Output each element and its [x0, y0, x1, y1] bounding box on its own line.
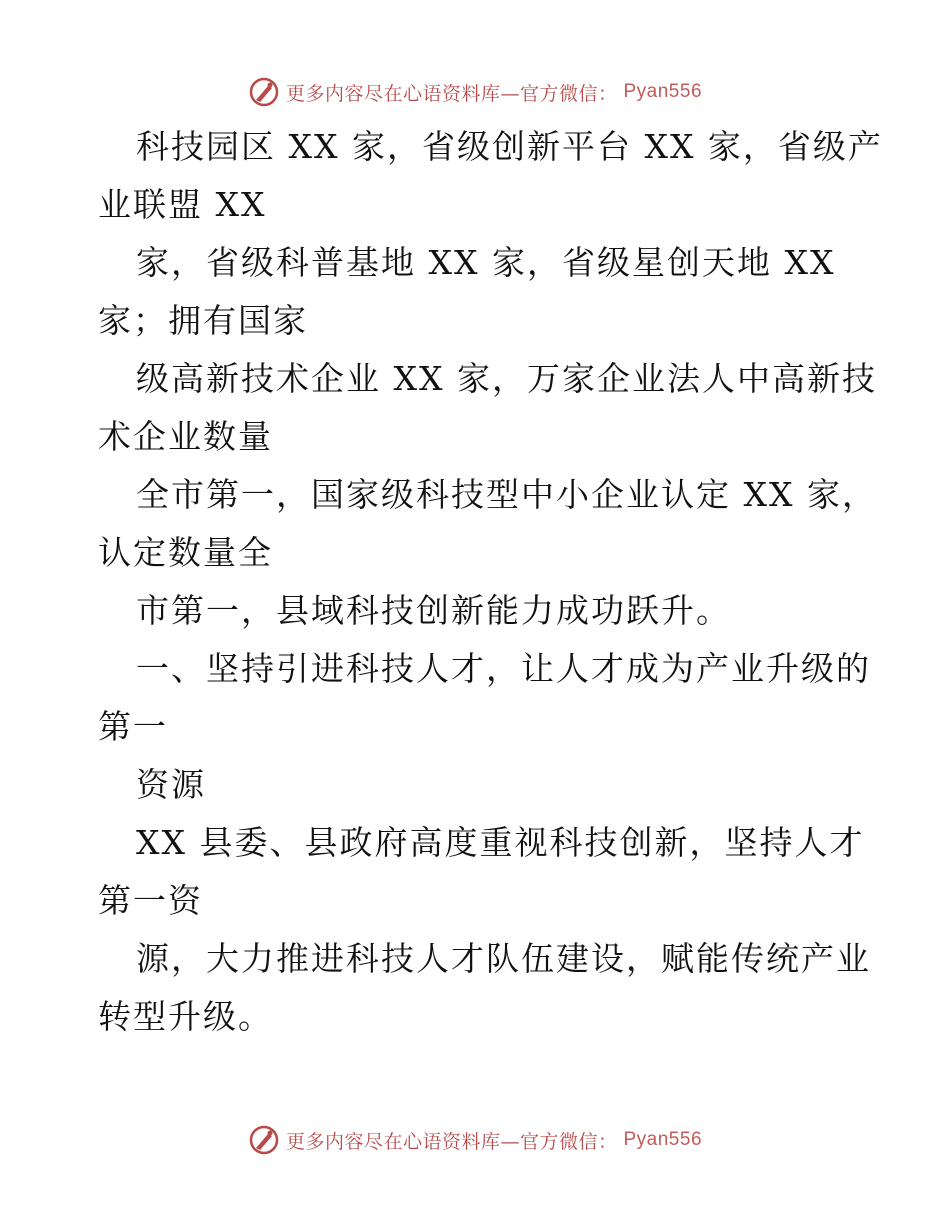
text-line: 业联盟 XX	[98, 185, 267, 224]
watermark-wechat-id: Pyan556	[623, 1129, 703, 1150]
pen-nib-logo-icon	[248, 76, 280, 108]
text-line: 科技园区 XX 家，省级创新平台 XX 家，省级产	[136, 127, 883, 166]
text-line: 家；拥有国家	[98, 301, 308, 340]
text-line: 转型升级。	[98, 997, 273, 1036]
text-line: 源，大力推进科技人才队伍建设，赋能传统产业	[136, 939, 871, 978]
header-watermark	[0, 72, 950, 112]
text-line: 认定数量全	[98, 533, 273, 572]
watermark-text: 更多内容尽在心语资料库—官方微信：	[285, 1130, 618, 1153]
section-heading-line: 一、坚持引进科技人才，让人才成为产业升级的	[136, 649, 871, 688]
text-line: XX 县委、县政府高度重视科技创新，坚持人才	[136, 823, 865, 862]
text-line: 家，省级科普基地 XX 家，省级星创天地 XX	[136, 243, 836, 282]
pen-nib-logo-icon	[248, 1124, 280, 1156]
section-heading-line: 第一	[98, 707, 168, 746]
text-line: 级高新技术企业 XX 家，万家企业法人中高新技	[136, 359, 877, 398]
text-line: 第一资	[98, 881, 203, 920]
footer-watermark	[0, 1120, 950, 1160]
text-line: 全市第一，国家级科技型中小企业认定 XX 家，	[136, 475, 877, 514]
watermark-wechat-id: Pyan556	[623, 81, 703, 102]
text-line: 市第一，县域科技创新能力成功跃升。	[136, 591, 731, 630]
document-body	[98, 118, 883, 1046]
section-heading-line: 资源	[136, 765, 206, 804]
text-line: 术企业数量	[98, 417, 273, 456]
watermark-text: 更多内容尽在心语资料库—官方微信：	[285, 82, 618, 105]
